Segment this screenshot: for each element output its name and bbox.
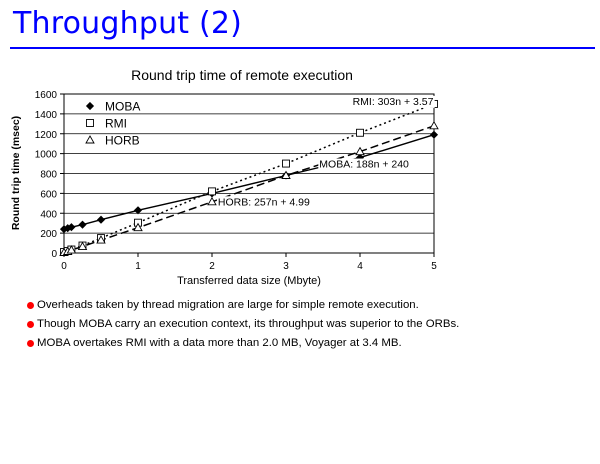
slide-title: Throughput (2) <box>13 6 243 41</box>
y-axis <box>35 90 64 260</box>
x-tick-label: 3 <box>283 261 289 272</box>
data-point-rmi <box>283 160 290 167</box>
legend-marker-horb <box>86 136 94 143</box>
chart-legend <box>86 100 140 148</box>
chart-annotations <box>217 96 435 208</box>
x-tick-label: 1 <box>135 261 141 272</box>
data-point-horb <box>430 122 438 129</box>
x-axis <box>61 253 437 272</box>
y-axis-label: Round trip time (msec) <box>10 115 22 231</box>
legend-marker-rmi <box>87 120 94 127</box>
legend-marker-moba <box>87 103 94 110</box>
x-axis-label: Transferred data size (Mbyte) <box>177 275 321 287</box>
bullet-dot-icon <box>27 321 34 328</box>
legend-label-moba: MOBA <box>105 99 141 114</box>
equation-annotation: RMI: 303n + 3.57 <box>352 95 434 108</box>
y-tick-label: 1000 <box>34 149 57 161</box>
data-point-moba <box>135 207 142 214</box>
equation-annotation: MOBA: 188n + 240 <box>319 158 409 171</box>
bullet-item <box>27 315 592 334</box>
y-tick-label: 0 <box>51 249 57 260</box>
data-point-rmi <box>357 129 364 136</box>
x-tick-label: 4 <box>357 261 363 272</box>
bullet-text: MOBA overtakes RMI with a data more than 2.0 MB, Voyager at 3.4 MB. <box>37 337 402 349</box>
x-tick-label: 5 <box>431 261 437 272</box>
series-line-moba <box>64 135 434 230</box>
y-tick-label: 400 <box>40 209 57 221</box>
bullet-text: Overheads taken by thread migration are large for simple remote execution. <box>37 299 419 311</box>
bullet-item <box>27 296 592 315</box>
x-tick-label: 0 <box>61 261 67 272</box>
bullet-dot-icon <box>27 302 34 309</box>
legend-label-rmi: RMI <box>105 116 127 131</box>
bullet-item <box>27 334 592 353</box>
data-point-moba <box>431 131 438 138</box>
chart-title: Round trip time of remote execution <box>131 67 353 83</box>
data-point-moba <box>79 221 86 228</box>
bullet-dot-icon <box>27 340 34 347</box>
legend-label-horb: HORB <box>105 133 140 148</box>
y-tick-label: 1400 <box>34 109 57 121</box>
data-point-rmi <box>209 188 216 195</box>
x-tick-label: 2 <box>209 261 215 272</box>
bullet-list <box>27 296 592 353</box>
equation-annotation: HORB: 257n + 4.99 <box>217 196 310 209</box>
y-tick-label: 600 <box>40 189 57 201</box>
y-tick-label: 200 <box>40 229 57 241</box>
y-tick-label: 1600 <box>34 90 57 101</box>
y-tick-label: 800 <box>40 169 57 181</box>
y-tick-label: 1200 <box>34 129 57 141</box>
bullet-text: Though MOBA carry an execution context, its throughput was superior to the ORBs. <box>37 318 460 330</box>
data-point-moba <box>98 216 105 223</box>
